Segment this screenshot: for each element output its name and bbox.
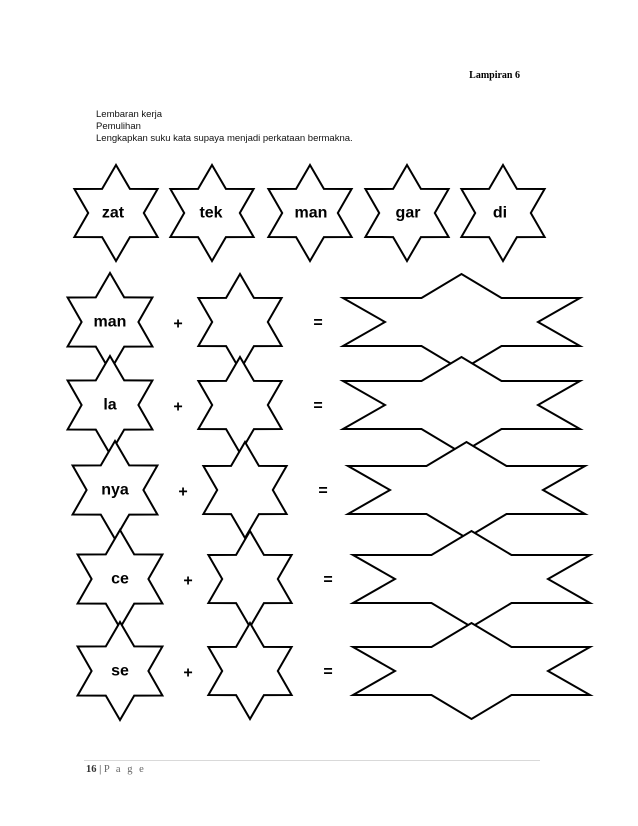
page-word: P a g e xyxy=(103,764,146,775)
empty-answer-star xyxy=(203,442,286,538)
equals-sign: = xyxy=(323,571,333,589)
page-number: 16 xyxy=(86,764,97,775)
instruction-text: Lengkapkan suku kata supaya menjadi perkataan bermakna. xyxy=(96,133,353,144)
plus-sign: + xyxy=(183,572,193,590)
worksheet-label: Lembaran kerja xyxy=(96,109,163,120)
equals-sign: = xyxy=(313,397,323,415)
page-footer xyxy=(86,764,146,775)
footer-separator: | xyxy=(99,764,102,775)
answer-word-box xyxy=(353,623,590,719)
answer-word-box xyxy=(343,357,580,453)
word-bank-syllable: man xyxy=(294,204,328,222)
remedial-label: Pemulihan xyxy=(96,121,141,132)
equals-sign: = xyxy=(318,482,328,500)
equals-sign: = xyxy=(323,663,333,681)
plus-sign: + xyxy=(178,483,188,501)
given-syllable: ce xyxy=(111,570,129,588)
given-syllable: se xyxy=(111,662,129,680)
empty-answer-star xyxy=(208,531,291,627)
empty-answer-star xyxy=(208,623,291,719)
word-bank-syllable: di xyxy=(492,204,508,222)
appendix-label: Lampiran 6 xyxy=(469,70,520,81)
answer-word-box xyxy=(343,274,580,370)
given-syllable: man xyxy=(93,313,127,331)
footer-divider xyxy=(84,760,540,761)
given-syllable: la xyxy=(103,396,117,414)
empty-answer-star xyxy=(198,357,281,453)
word-bank-syllable: tek xyxy=(199,204,223,222)
equals-sign: = xyxy=(313,314,323,332)
given-syllable: nya xyxy=(101,481,129,499)
word-bank-syllable: zat xyxy=(101,204,125,222)
plus-sign: + xyxy=(173,315,183,333)
answer-word-box xyxy=(353,531,590,627)
plus-sign: + xyxy=(183,664,193,682)
plus-sign: + xyxy=(173,398,183,416)
answer-word-box xyxy=(348,442,585,538)
word-bank-syllable: gar xyxy=(395,204,421,222)
